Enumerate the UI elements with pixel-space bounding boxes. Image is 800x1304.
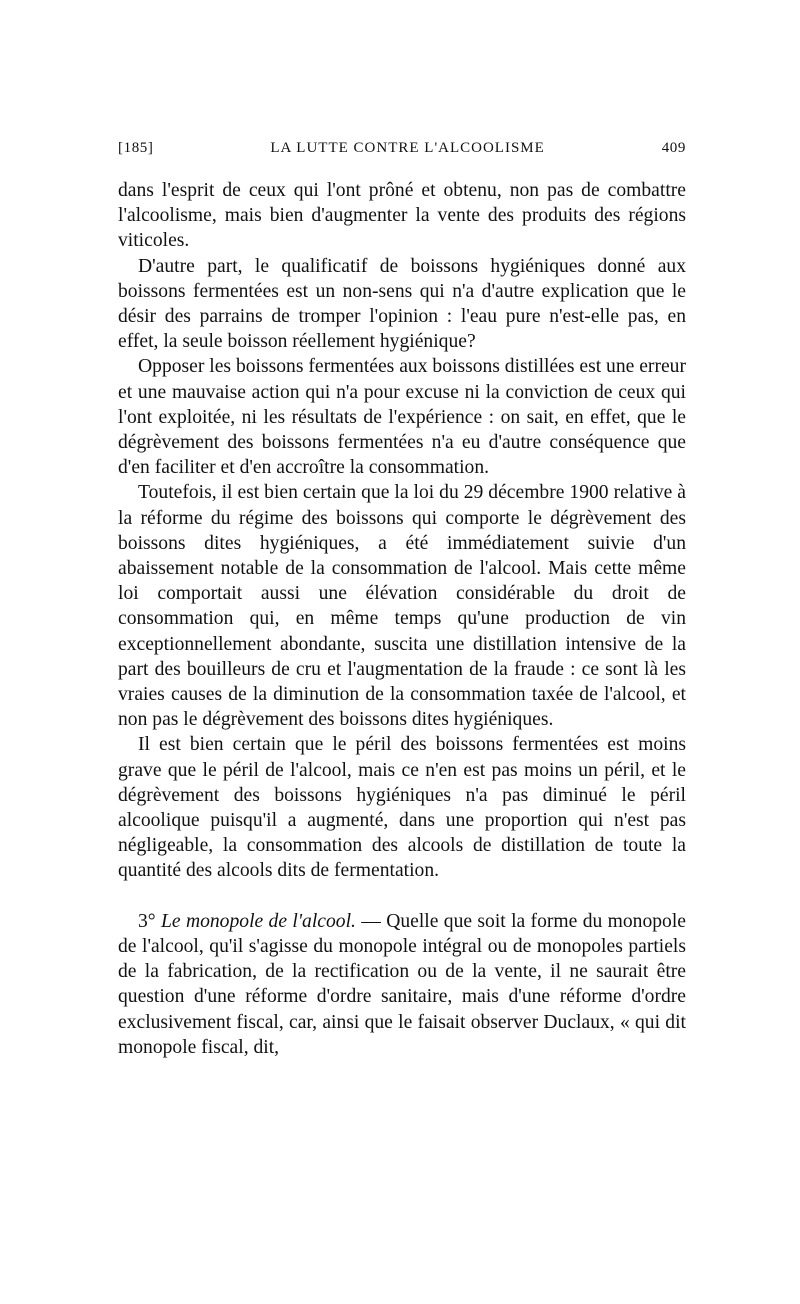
header-title: LA LUTTE CONTRE L'ALCOOLISME [270,140,545,156]
body-text [118,178,686,1060]
running-header [118,140,686,166]
paragraph-2: D'autre part, le qualificatif de boissons hygiéniques donné aux boissons fermentées est un non-sens qui n'a d'autre explication que le désir des parrains de tromper l'opinion : l'eau pure n'est-elle pas, en effet, la seule boisson réellement hygiénique? [118,255,686,353]
section-text: — Quelle que soit la forme du monopole de l'alcool, qu'il s'agisse du monopole intégral ou de monopoles partiels de la fabrication, de la rectification ou de la vente, il ne saurait être question d'une réforme d'ordre sanitaire, mais d'une réforme d'ordre exclusivement fiscal, car, ainsi que le faisait observer Duclaux, « qui dit monopole fiscal, dit, [118,910,686,1058]
section-paragraph [118,909,686,1060]
paragraph-4: Toutefois, il est bien certain que la loi du 29 décembre 1900 relative à la réforme du régime des boissons qui comporte le dégrèvement des boissons dites hygiéniques, a été immédiatement suivie d'un abaissement notable de la consommation de l'alcool. Mais cette même loi comportait aussi une élévation considérable du droit de consommation qui, en même temps qu'une production de vin exceptionnellement abondante, suscita une distillation intensive de la part des bouilleurs de cru et l'augmentation de la fraude : ce sont là les vraies causes de la diminution de la consommation taxée de l'alcool, et non pas le dégrèvement des boissons dites hygiéniques. [118,482,686,731]
paragraph-1: dans l'esprit de ceux qui l'ont prôné et obtenu, non pas de combattre l'alcoolisme, mais bien d'augmenter la vente des produits des régions viticoles. [118,180,686,252]
paragraph-5: Il est bien certain que le péril des boissons fermentées est moins grave que le péril de l'alcool, mais ce n'en est pas moins un péril, et le dégrèvement des boissons hygiéniques n'a pas diminué le péril alcoolique puisqu'il a augmenté, dans une proportion qui n'est pas négligeable, la consommation des alcools de distillation de toute la quantité des alcools dits de fermentation. [118,734,686,882]
paragraph-3: Opposer les boissons fermentées aux boissons distillées est une erreur et une mauvaise action qui n'a pour excuse ni la conviction de ceux qui l'ont exploitée, ni les résultats de l'expérience : on sait, en effet, que le dégrèvement des boissons fermentées n'a eu d'autre conséquence que d'en faciliter et d'en accroître la consommation. [118,356,686,479]
page-number: 409 [661,140,686,156]
section-heading: Le monopole de l'alcool. [161,910,356,932]
section-number: 3° [138,910,156,932]
book-page [118,140,686,1060]
header-reference: [185] [118,140,154,156]
